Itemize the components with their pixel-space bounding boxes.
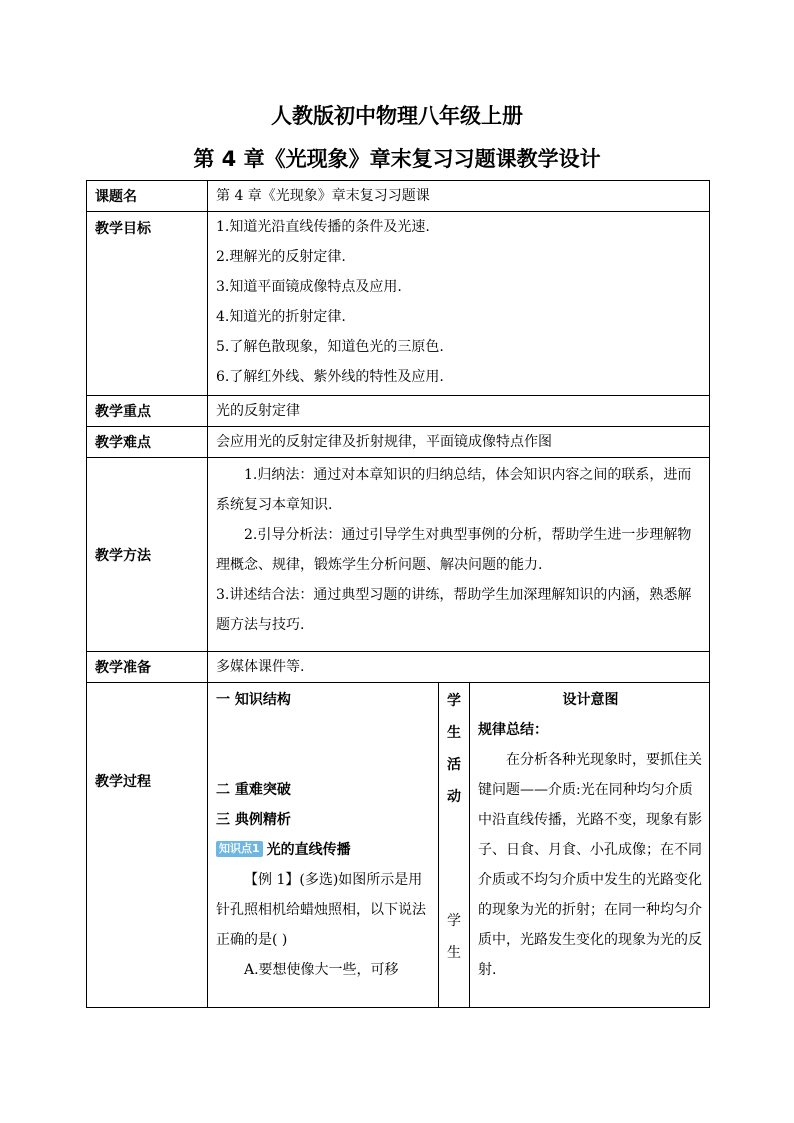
method-item: 1.归纳法：通过对本章知识的归纳总结，体会知识内容之间的联系，进而系统复习本章知识. [216,467,692,513]
key-value: 光的反射定律 [208,396,710,427]
methods-list [208,458,710,652]
difficulty-value: 会应用光的反射定律及折射规律，平面镜成像特点作图 [208,427,710,458]
document-title: 人教版初中物理八年级上册 [271,104,523,128]
prep-label: 教学准备 [87,652,208,683]
section-example-analysis: 三 典例精析 [216,812,291,828]
key-label: 教学重点 [87,396,208,427]
section-key-breakthrough: 二 重难突破 [216,782,291,798]
method-item: 3.讲述结合法：通过典型习题的讲练，帮助学生加深理解知识的内涵，熟悉解题方法与技巧. [216,587,692,633]
goals-list [208,212,710,396]
prep-value: 多媒体课件等. [208,652,710,683]
example-1-option-a: A.要想使像大一些，可移 [244,962,399,978]
topic-value: 第 4 章《光现象》章末复习习题课 [208,181,710,212]
goals-label: 教学目标 [87,212,208,396]
document-subtitle: 第 4 章《光现象》章末复习习题课教学设计 [193,147,601,171]
section-knowledge-structure: 一 知识结构 [216,692,291,708]
design-intent-text: 在分析各种光现象时，要抓住关键问题——介质:光在同种均匀介质中沿直线传播，光路不变，现象有影子、日食、月食、小孔成像；在不同介质或不均匀介质中发生的光路变化的现象为光的折射；在同一种均匀介质中，光路发生变化的现象为光的反射. [478,752,702,978]
goal-item: 4.知道光的折射定律. [216,309,346,325]
goal-item: 6.了解红外线、紫外线的特性及应用. [216,369,444,385]
process-label: 教学过程 [87,683,208,1008]
goal-item: 5.了解色散现象，知道色光的三原色. [216,339,444,355]
student-activity-column: 学 生 活 动 学 生 [439,683,470,1008]
example-1-text: 【例 1】(多选)如图所示是用针孔照相机给蜡烛照相，以下说法正确的是( ) [216,872,426,948]
difficulty-label: 教学难点 [87,427,208,458]
goal-item: 1.知道光沿直线传播的条件及光速. [216,219,430,235]
topic-label: 课题名 [87,181,208,212]
lesson-plan-table [86,180,710,1008]
process-content [208,683,439,1008]
knowledge-point-title: 光的直线传播 [266,842,351,858]
design-subtitle: 规律总结： [478,722,548,738]
goal-item: 2.理解光的反射定律. [216,249,346,265]
method-item: 2.引导分析法：通过引导学生对典型事例的分析，帮助学生进一步理解物理概念、规律，锻炼学生分析问题、解决问题的能力. [216,527,692,573]
method-label: 教学方法 [87,458,208,652]
design-intent-column [470,683,710,1008]
knowledge-point-badge: 知识点1 [216,841,263,857]
goal-item: 3.知道平面镜成像特点及应用. [216,279,402,295]
design-intent-header: 设计意图 [562,692,619,708]
